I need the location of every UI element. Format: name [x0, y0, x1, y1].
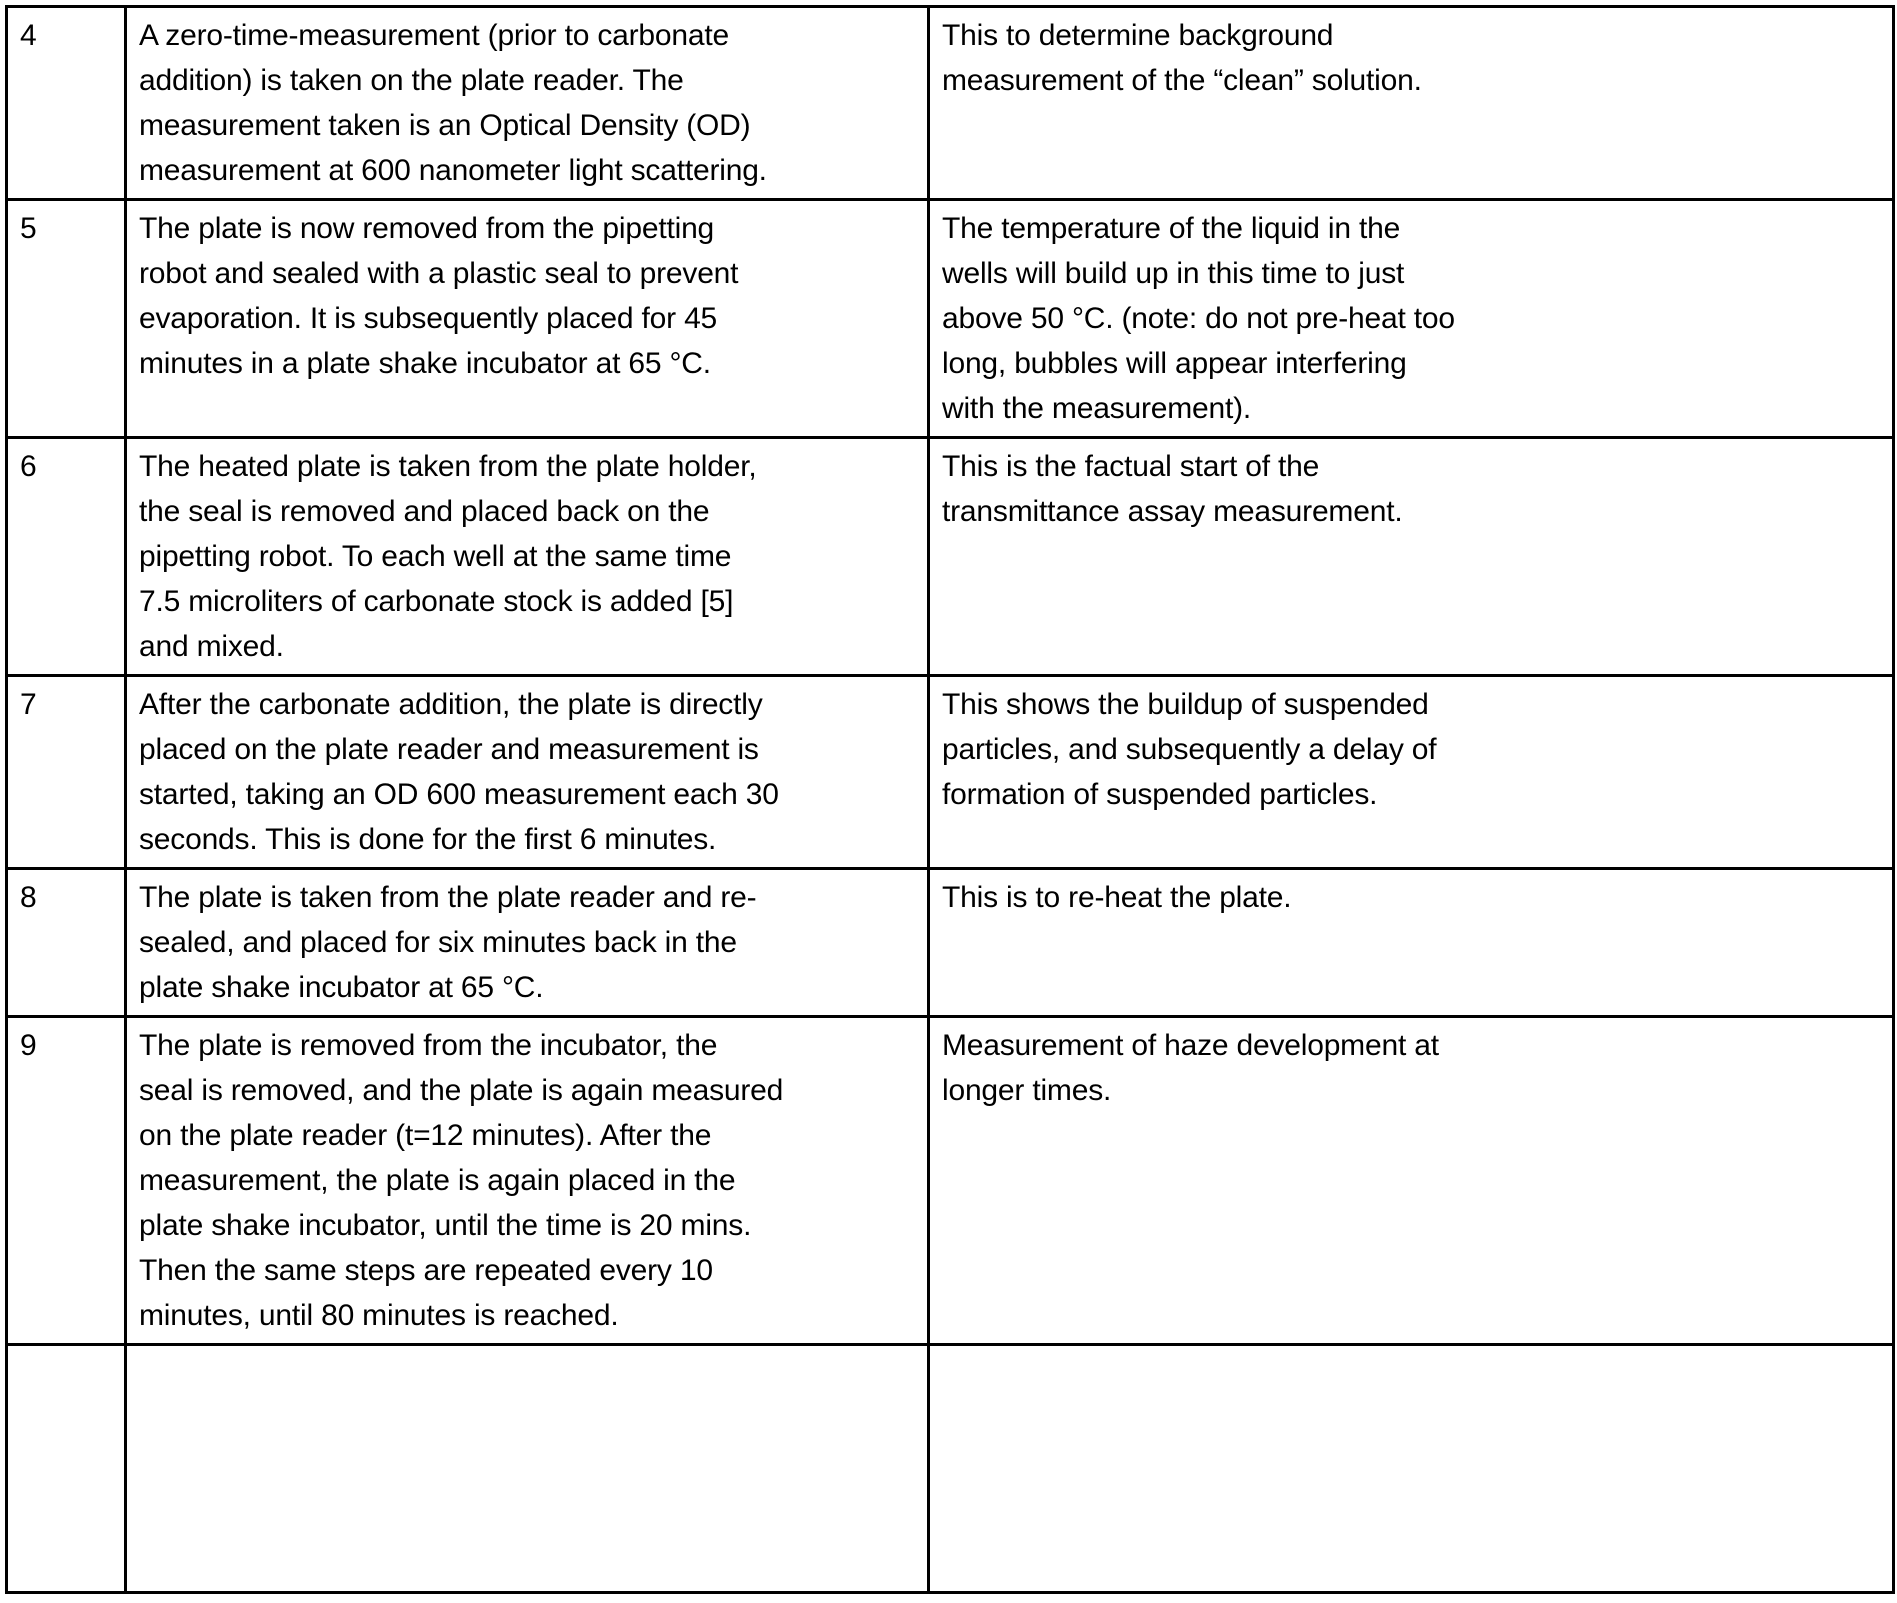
procedure-cell: The plate is removed from the incubator, the seal is removed, and the plate is again measured on the plate reader (t=12 minutes). After the measurement, the plate is again placed in the plate shake incubator, until the time is 20 mins. Then the same steps are repeated every 10 minutes, until 80 minutes is reached.	[126, 1017, 929, 1345]
procedure-table-body	[7, 7, 1894, 1593]
table-row	[7, 1345, 1894, 1593]
step-number-cell: 6	[7, 438, 126, 676]
step-number-cell	[7, 1345, 126, 1593]
procedure-cell: After the carbonate addition, the plate is directly placed on the plate reader and measurement is started, taking an OD 600 measurement each 30 seconds. This is done for the first 6 minutes.	[126, 676, 929, 869]
procedure-table	[5, 5, 1895, 1594]
step-number-cell: 8	[7, 869, 126, 1017]
table-row	[7, 200, 1894, 438]
document-page	[5, 5, 1892, 1594]
step-number-cell: 9	[7, 1017, 126, 1345]
rationale-cell: This is to re-heat the plate.	[929, 869, 1894, 1017]
table-row	[7, 869, 1894, 1017]
rationale-cell: This is the factual start of the transmittance assay measurement.	[929, 438, 1894, 676]
step-number-cell: 7	[7, 676, 126, 869]
step-number-cell: 5	[7, 200, 126, 438]
procedure-cell: The plate is taken from the plate reader and re- sealed, and placed for six minutes back in the plate shake incubator at 65 °C.	[126, 869, 929, 1017]
table-row	[7, 7, 1894, 200]
procedure-cell	[126, 1345, 929, 1593]
procedure-cell: A zero-time-measurement (prior to carbonate addition) is taken on the plate reader. The measurement taken is an Optical Density (OD) measurement at 600 nanometer light scattering.	[126, 7, 929, 200]
table-row	[7, 676, 1894, 869]
table-row	[7, 438, 1894, 676]
rationale-cell: The temperature of the liquid in the wells will build up in this time to just above 50 °C. (note: do not pre-heat too long, bubbles will appear interfering with the measurement).	[929, 200, 1894, 438]
rationale-cell	[929, 1345, 1894, 1593]
step-number-cell: 4	[7, 7, 126, 200]
procedure-cell: The heated plate is taken from the plate holder, the seal is removed and placed back on the pipetting robot. To each well at the same time 7.5 microliters of carbonate stock is added [5] and mixed.	[126, 438, 929, 676]
rationale-cell: This to determine background measurement of the “clean” solution.	[929, 7, 1894, 200]
rationale-cell: Measurement of haze development at longer times.	[929, 1017, 1894, 1345]
procedure-cell: The plate is now removed from the pipetting robot and sealed with a plastic seal to prevent evaporation. It is subsequently placed for 45 minutes in a plate shake incubator at 65 °C.	[126, 200, 929, 438]
rationale-cell: This shows the buildup of suspended particles, and subsequently a delay of formation of suspended particles.	[929, 676, 1894, 869]
table-row	[7, 1017, 1894, 1345]
